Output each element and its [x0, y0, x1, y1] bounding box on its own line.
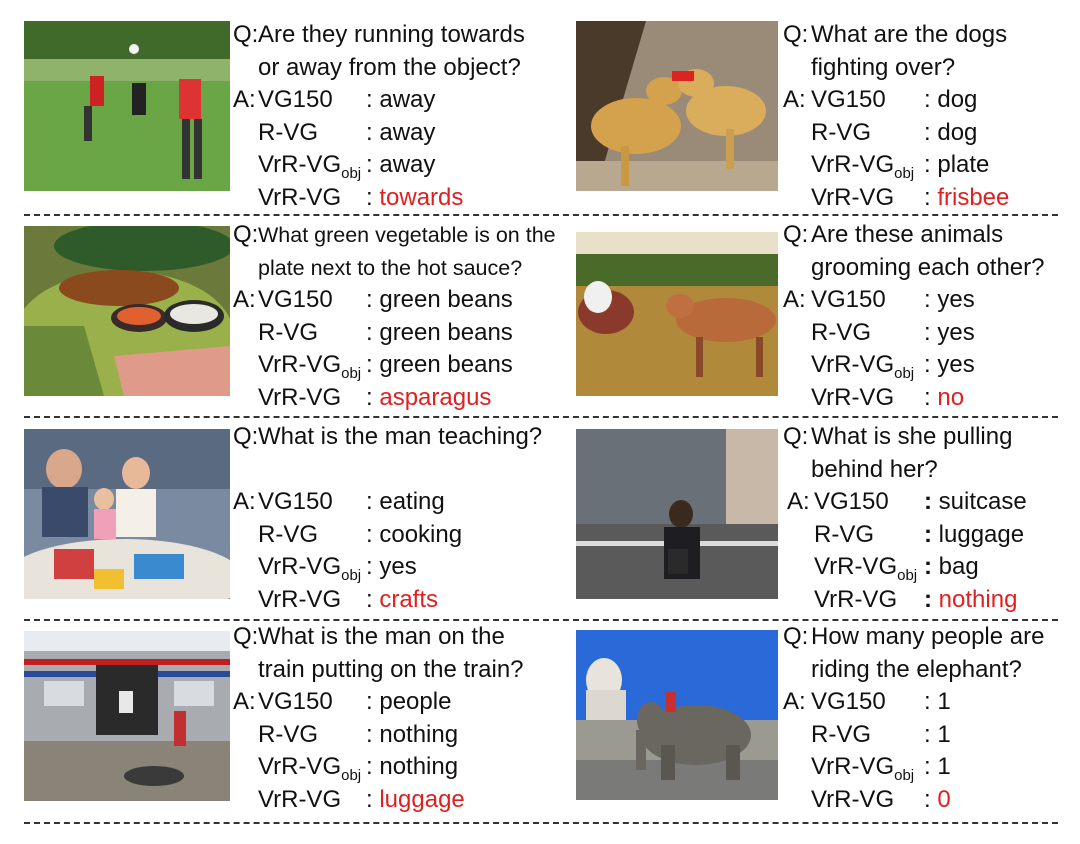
qa-block: Q: How many people are riding the elephant? A: VG150 : 1 R-VG : 1 VrR-$VG_{obj}$ : 1 VrR-VG : 0 [783, 623, 1045, 813]
photo-cows-field [576, 232, 778, 396]
qa-block: Q: What green vegetable is on the plate next to the hot sauce? A: VG150 : green beans R-VG : green beans VrR-$VG_{obj}$ : green beans VrR-VG : asparagus [233, 221, 556, 411]
photo-dogs-fighting [576, 21, 778, 191]
qa-block: Q: What are the dogs fighting over? A: VG150 : dog R-VG : dog VrR-$VG_{obj}$ : plate VrR-VG : frisbee [783, 21, 1010, 211]
qa-block: Q: What is the man teaching? A: VG150 : eating R-VG : cooking VrR-$VG_{obj}$ : yes VrR-VG : crafts [233, 423, 543, 613]
qa-block: Q: What is she pulling behind her? A: VG150 : suitcase R-VG : luggage VrR-$VG_{obj}$ : bag VrR-VG : nothing [783, 423, 1027, 613]
photo-food-plate [24, 226, 230, 396]
dashed-divider [24, 416, 1058, 418]
dashed-divider [24, 822, 1058, 824]
qa-block: Q: Are they running towards or away from the object? A: VG150 : away R-VG : away VrR-$VG_{obj}$ : away VrR-VG : towards [233, 21, 525, 211]
photo-street-woman [576, 429, 778, 599]
dashed-divider [24, 214, 1058, 216]
photo-crafts-class [24, 429, 230, 599]
qa-block: Q: What is the man on the train putting on the train? A: VG150 : people R-VG : nothing VrR-$VG_{obj}$ : nothing VrR-VG : luggage [233, 623, 524, 813]
photo-elephant-capitol [576, 630, 778, 800]
photo-ultimate-frisbee [24, 21, 230, 191]
qa-block: Q: Are these animals grooming each other? A: VG150 : yes R-VG : yes VrR-$VG_{obj}$ : yes VrR-VG : no [783, 221, 1045, 411]
photo-train-platform [24, 631, 230, 801]
